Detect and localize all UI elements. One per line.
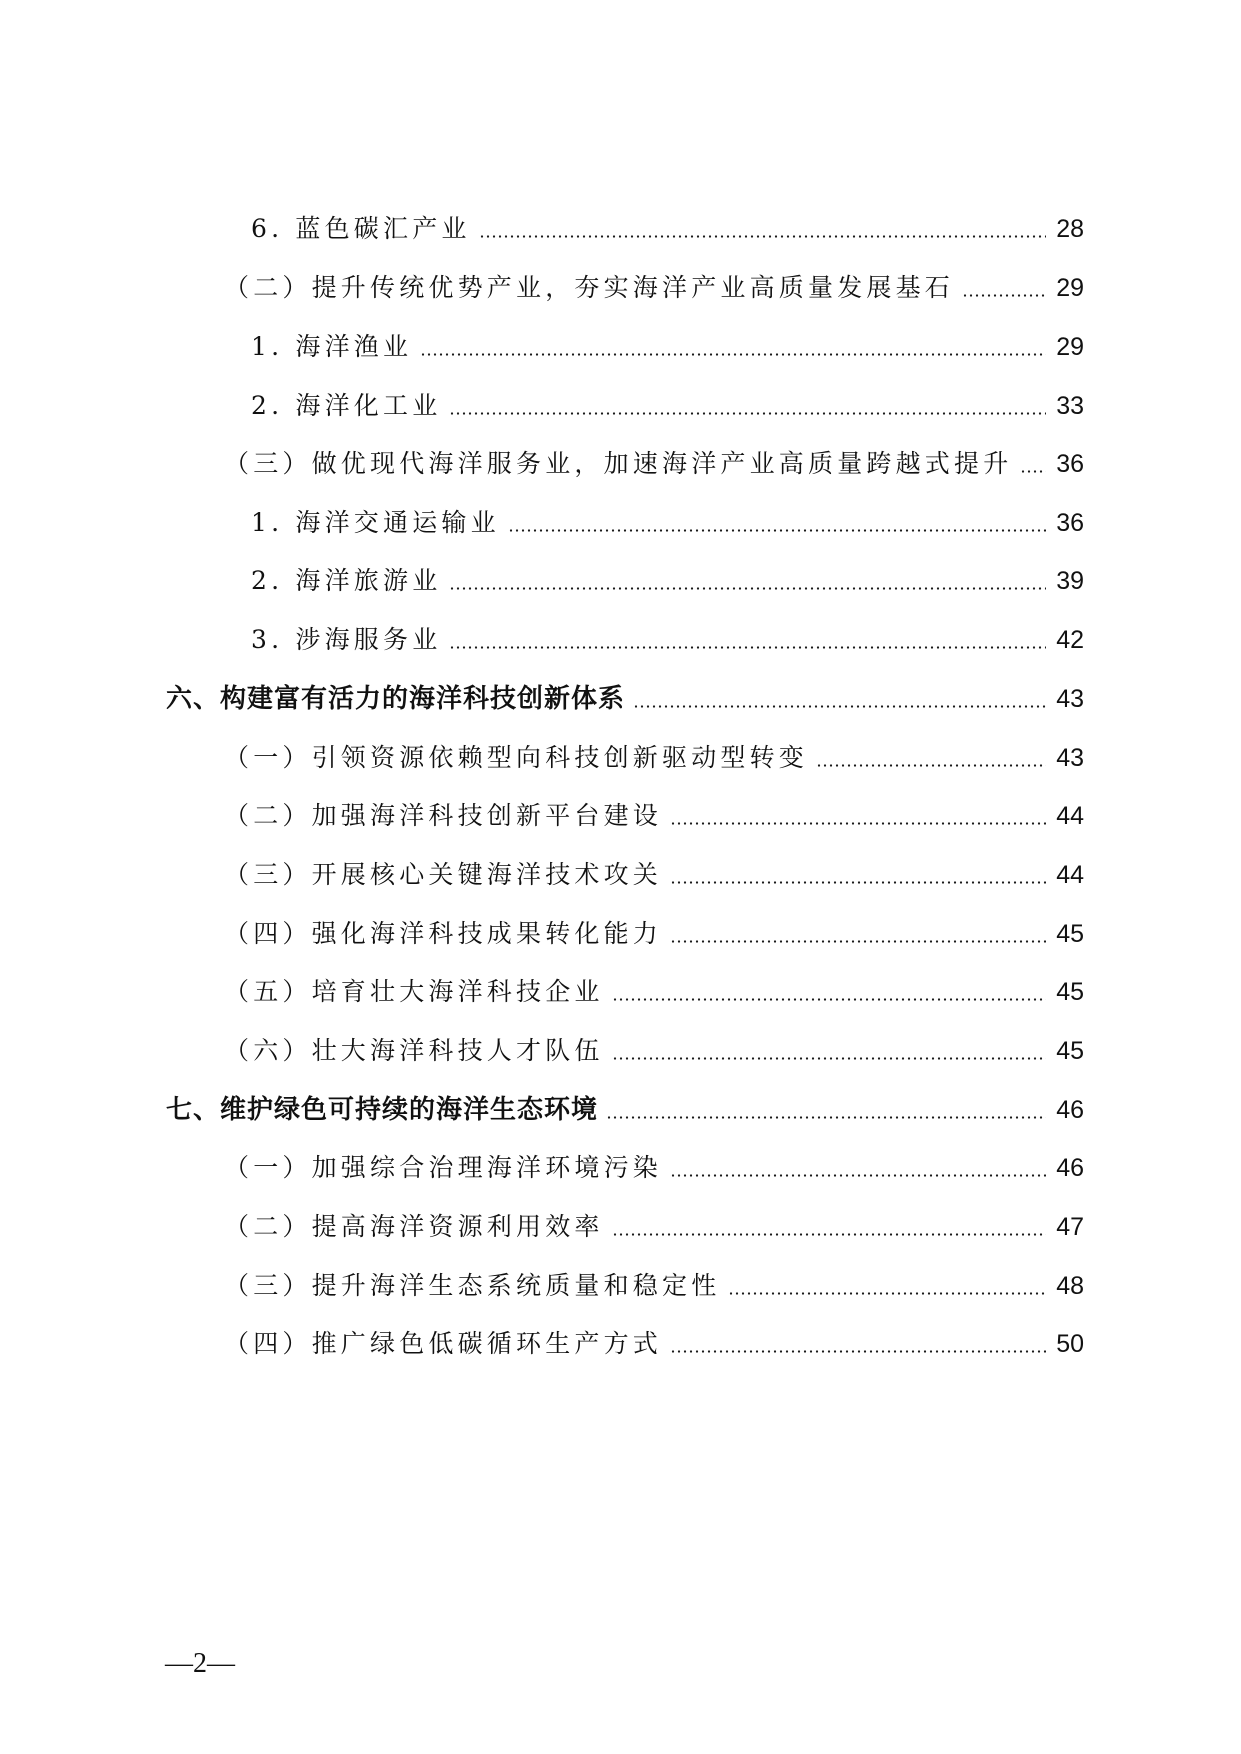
toc-dot-leader [479,235,1046,238]
toc-entry[interactable] [224,1321,1084,1361]
toc-entry-page: 33 [1056,392,1084,420]
toc-entry[interactable] [224,852,1084,892]
toc-entry[interactable] [251,383,1084,423]
toc-entry-page: 28 [1056,215,1084,243]
toc-dot-leader [612,1057,1046,1060]
toc-entry-title: （一）加强综合治理海洋环境污染 [224,1153,663,1182]
toc-entry-page: 46 [1056,1096,1084,1124]
toc-entry-page: 29 [1056,333,1084,361]
toc-entry-title: （三）做优现代海洋服务业，加速海洋产业高质量跨越式提升 [224,449,1013,478]
toc-dot-leader [670,822,1046,825]
toc-entry-page: 36 [1056,509,1084,537]
toc-entry-title: 3. 涉海服务业 [251,625,442,654]
toc-entry[interactable] [224,735,1084,775]
toc-dot-leader [816,764,1046,767]
toc-entry-page: 43 [1056,685,1084,713]
toc-entry-page: 44 [1056,802,1084,830]
toc-entry-page: 39 [1056,567,1084,595]
toc-entry[interactable] [251,617,1084,657]
toc-entry-title: （二）加强海洋科技创新平台建设 [224,801,663,830]
toc-entry-page: 47 [1056,1213,1084,1241]
toc-dot-leader [449,587,1046,590]
toc-entry-title: （四）推广绿色低碳循环生产方式 [224,1329,663,1358]
toc-entry-title: （二）提高海洋资源利用效率 [224,1212,604,1241]
toc-entry-title: 1. 海洋交通运输业 [251,508,500,537]
toc-entry-page: 50 [1056,1330,1084,1358]
toc-entry[interactable] [251,324,1084,364]
toc-dot-leader [420,353,1046,356]
toc-entry-page: 45 [1056,978,1084,1006]
toc-entry-title: （五）培育壮大海洋科技企业 [224,977,604,1006]
toc-entry[interactable] [251,558,1084,598]
toc-entry-title: （六）壮大海洋科技人才队伍 [224,1036,604,1065]
toc-dot-leader [508,529,1046,532]
toc-entry-page: 36 [1056,450,1084,478]
toc-entry[interactable] [251,206,1084,246]
toc-entry[interactable] [251,500,1084,540]
toc-dot-leader [670,940,1046,943]
toc-entry-page: 29 [1056,274,1084,302]
toc-dot-leader [612,998,1046,1001]
toc-entry[interactable] [224,265,1084,305]
toc-dot-leader [962,294,1046,297]
toc-dot-leader [670,881,1046,884]
page-number-footer: —2— [165,1648,235,1679]
toc-entry[interactable] [224,1145,1084,1185]
toc-entry-page: 48 [1056,1272,1084,1300]
toc-entry-title: （一）引领资源依赖型向科技创新驱动型转变 [224,743,809,772]
toc-entry-page: 44 [1056,861,1084,889]
toc-dot-leader [606,1116,1046,1119]
toc-entry-page: 46 [1056,1154,1084,1182]
toc-entry[interactable] [224,1204,1084,1244]
toc-entry[interactable] [224,911,1084,951]
toc-entry-page: 42 [1056,626,1084,654]
toc-entry-page: 45 [1056,1037,1084,1065]
toc-dot-leader [612,1233,1046,1236]
toc-entry-title: 六、构建富有活力的海洋科技创新体系 [166,684,626,714]
toc-entry-title: （四）强化海洋科技成果转化能力 [224,919,663,948]
toc-entry[interactable] [224,441,1084,481]
toc-entry[interactable] [224,793,1084,833]
toc-dot-leader [728,1292,1046,1295]
toc-entry-title: 2. 海洋化工业 [251,391,442,420]
toc-entry[interactable] [224,969,1084,1009]
toc-dot-leader [449,412,1046,415]
toc-dot-leader [1020,470,1046,473]
toc-entry-title: 6. 蓝色碳汇产业 [251,214,471,243]
toc-entry-title: 1. 海洋渔业 [251,332,413,361]
toc-dot-leader [633,705,1046,708]
toc-dot-leader [449,646,1046,649]
toc-dot-leader [670,1174,1046,1177]
toc-entry[interactable] [224,1028,1084,1068]
toc-entry-title: 2. 海洋旅游业 [251,566,442,595]
toc-entry-title: （三）提升海洋生态系统质量和稳定性 [224,1271,721,1300]
toc-entry-page: 43 [1056,744,1084,772]
toc-entry-page: 45 [1056,920,1084,948]
toc-entry-title: （三）开展核心关键海洋技术攻关 [224,860,663,889]
toc-entry[interactable] [224,1263,1084,1303]
toc-chapter-entry[interactable] [166,1087,1084,1127]
toc-chapter-entry[interactable] [166,676,1084,716]
toc-entry-title: （二）提升传统优势产业，夯实海洋产业高质量发展基石 [224,273,955,302]
toc-dot-leader [670,1350,1046,1353]
toc-entry-title: 七、维护绿色可持续的海洋生态环境 [166,1095,599,1125]
